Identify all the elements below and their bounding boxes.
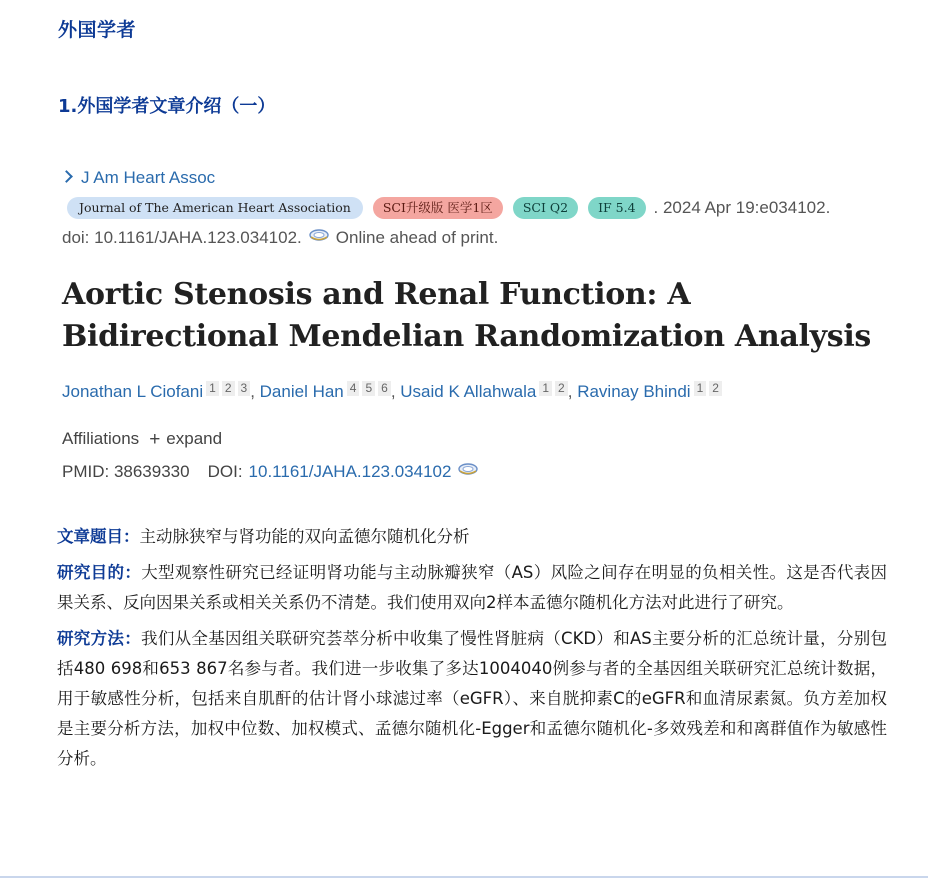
- expand-label: expand: [166, 429, 223, 448]
- article-title: Aortic Stenosis and Renal Function: A Bidirectional Mendelian Randomization Analysis: [62, 277, 872, 354]
- doi-line: [62, 228, 498, 248]
- subsection-heading: 1.外国学者文章介绍（一）: [58, 96, 276, 117]
- journal-link[interactable]: [62, 168, 215, 188]
- author-link[interactable]: Jonathan L Ciofani: [62, 382, 204, 401]
- online-status: Online ahead of print.: [335, 228, 499, 247]
- doi-label: DOI:: [207, 462, 243, 481]
- author-link[interactable]: Usaid K Allahwala: [400, 382, 537, 401]
- affiliation-ref[interactable]: 6: [378, 381, 391, 396]
- topic-text: 主动脉狭窄与肾功能的双向孟德尔随机化分析: [139, 527, 470, 546]
- full-text-link-icon[interactable]: [457, 461, 479, 475]
- aim-label: 研究目的：: [57, 563, 142, 582]
- affiliation-ref[interactable]: 3: [238, 381, 251, 396]
- method-label: 研究方法：: [57, 629, 142, 648]
- aim-paragraph: [57, 558, 887, 618]
- section-heading: 外国学者: [58, 19, 137, 41]
- affiliation-ref[interactable]: 4: [347, 381, 360, 396]
- bottom-divider: [0, 876, 928, 878]
- plus-icon: +: [149, 429, 161, 450]
- affiliations-toggle[interactable]: [62, 428, 222, 450]
- topic-paragraph: [57, 522, 887, 552]
- journal-short-name: J Am Heart Assoc: [81, 168, 216, 187]
- chevron-right-icon: [60, 170, 73, 183]
- affiliation-ref[interactable]: 5: [362, 381, 375, 396]
- author-link[interactable]: Daniel Han: [259, 382, 344, 401]
- affiliation-ref[interactable]: 1: [206, 381, 219, 396]
- affiliation-ref[interactable]: 2: [555, 381, 568, 396]
- publication-date: . 2024 Apr 19:e034102.: [653, 198, 831, 217]
- doi-link[interactable]: 10.1161/JAHA.123.034102: [248, 462, 452, 481]
- identifiers-line: [62, 462, 485, 482]
- sci-quartile-badge[interactable]: SCI Q2: [513, 197, 578, 219]
- affiliation-ref[interactable]: 1: [694, 381, 707, 396]
- author-link[interactable]: Ravinay Bhindi: [577, 382, 691, 401]
- affiliations-label: Affiliations: [62, 429, 140, 448]
- topic-label: 文章题目：: [57, 527, 140, 546]
- affiliation-ref[interactable]: 2: [222, 381, 235, 396]
- pmid: PMID: 38639330: [62, 462, 190, 481]
- affiliation-ref[interactable]: 1: [539, 381, 552, 396]
- author-list: Jonathan L Ciofani 1 2 3 , Daniel Han 4 5 6 , Usaid K Allahwala 1 2 , Ravinay Bhindi 1 2: [62, 382, 722, 402]
- impact-factor-badge[interactable]: IF 5.4: [588, 197, 645, 219]
- journal-name-badge[interactable]: Journal of The American Heart Association: [67, 197, 363, 219]
- article-summary: [57, 522, 887, 780]
- journal-badge-row: [67, 196, 830, 220]
- affiliation-ref[interactable]: 2: [709, 381, 722, 396]
- doi-text: doi: 10.1161/JAHA.123.034102.: [62, 228, 302, 247]
- full-text-link-icon[interactable]: [308, 227, 330, 241]
- aim-text: 大型观察性研究已经证明肾功能与主动脉瓣狭窄（AS）风险之间存在明显的负相关性。这是否代表因果关系、反向因果关系或相关关系仍不清楚。我们使用双向2样本孟德尔随机化方法对此进行了研究。: [57, 563, 888, 612]
- method-paragraph: [57, 624, 887, 774]
- method-text: 我们从全基因组关联研究荟萃分析中收集了慢性肾脏病（CKD）和AS主要分析的汇总统计量，分别包括480 698和653 867名参与者。我们进一步收集了多达1004040例参与者的全基因组关联研究汇总统计数据，用于敏感性分析，包括来自肌酐的估计肾小球滤过率（eGFR）、来自胱抑素C的eGFR和血清尿素氮。负方差加权是主要分析方法，加权中位数、加权模式、孟德尔随机化-Egger和孟德尔随机化-多效残差和和离群值作为敏感性分析。: [57, 629, 888, 768]
- sci-rank-badge[interactable]: SCI升级版 医学1区: [373, 197, 503, 219]
